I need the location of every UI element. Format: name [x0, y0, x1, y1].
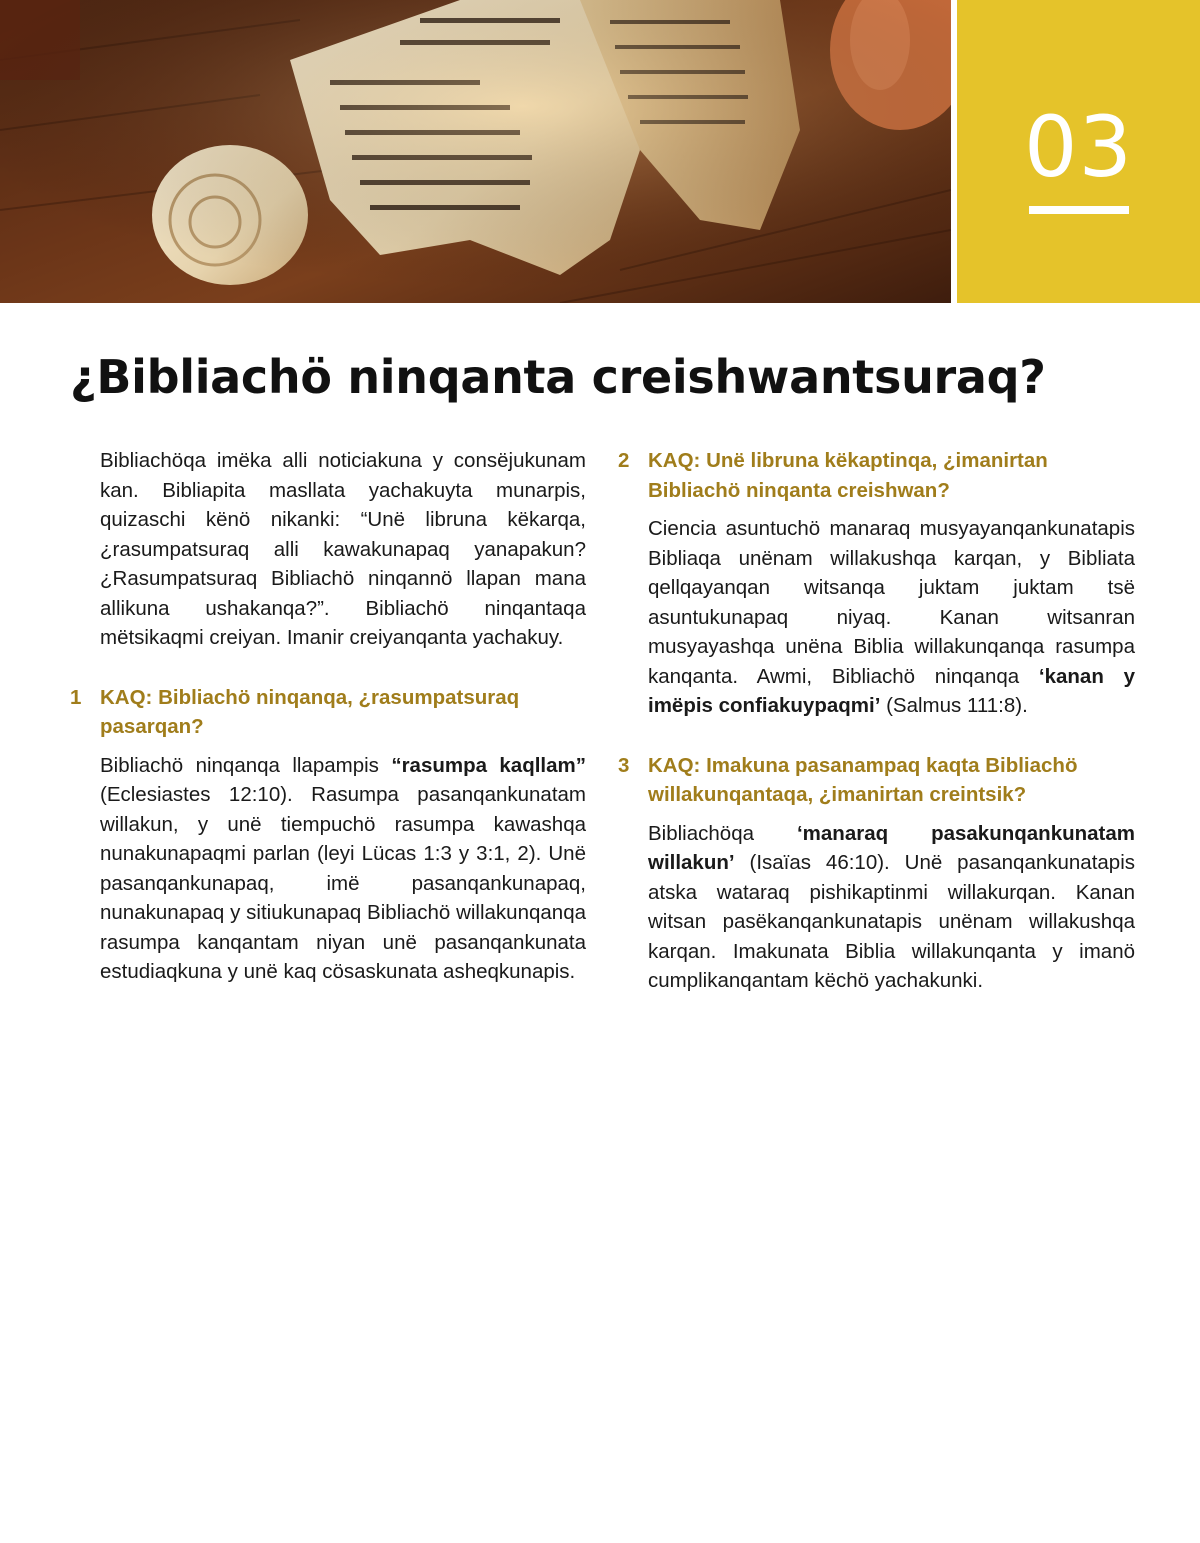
answer-text: (Salmus 111:8). — [880, 694, 1028, 717]
question-number: 1 — [70, 685, 82, 709]
question-label: KAQ: Unë libruna këkaptinqa, ¿imanirtan Bibliachö ninqanta creishwan? — [648, 449, 1048, 502]
answer-text: Ciencia asuntuchö manaraq musyayanqankunatapis Bibliaqa unënam willakushqa karqan, y Bibliata qellqayanqan witsanqa juktam juktam tsë asuntukunapaq niyaq. Kanan witsanran musyayashqa unëna Biblia willakunqanqa rasumpa kanqanta. Awmi, Bibliachö ninqanqa — [648, 517, 1135, 688]
page-title: ¿Bibliachö ninqanta creishwantsuraq? — [70, 350, 1046, 404]
chapter-number: 03 — [1024, 98, 1133, 196]
question-label: KAQ: Imakuna pasanampaq kaqta Bibliachö willakunqantaqa, ¿imanirtan creintsik? — [648, 753, 1078, 806]
answer-text: Bibliachöqa — [648, 821, 797, 845]
answer-text: (Eclesiastes 12:10). Rasumpa pasanqankunatam willakun, y unë tiempuchö rasumpa kawashqa nunakunapaqmi parlan (leyi Lücas 1:3 y 3:1, 2). Unë pasanqankunapaq, imë pasanqankunapaq, nunakunapaq y sitiukunapaq Bibliachö willakunqanqa rasumpa kanqantam niyan unë pasanqankunata estudiaqkuna y unë kaq cösaskunata asheqkunapis. — [100, 783, 586, 983]
question-label: KAQ: Bibliachö ninqanqa, ¿rasumpatsuraq pasarqan? — [100, 685, 520, 738]
intro-paragraph: Bibliachöqa imëka alli noticiakuna y consëjukunam kan. Bibliapita masllata yachakuyta munarpis, quizaschi kënö nikanki: “Unë libruna këkarqa, ¿rasumpatsuraq alli kawakunapaq yanapakun? ¿Rasumpatsuraq Bibliachö ninqannö llapan mana allikuna ushakanqa?”. Bibliachö ninqantaqa mëtsikaqmi creiyan. Imanir creiyanqanta yachakuy. — [100, 449, 586, 649]
scrolls-illustration — [0, 0, 951, 303]
header-image-scrolls — [0, 0, 951, 303]
right-column — [618, 446, 1135, 1026]
question-3-heading — [618, 751, 1135, 810]
question-1-heading — [70, 683, 586, 742]
answer-text: (Isaïas 46:10). Unë pasanqankunatapis atska wataraq pishikaptinmi willakurqan. Kanan witsan pasëkanqankunatapis unënam willakushqa karqan. Imakunata Biblia willakunqanta y imanö cumplikanqantam këchö yachakunki. — [648, 851, 1135, 992]
answer-text: Bibliachö ninqanqa llapampis — [100, 753, 392, 777]
question-3-answer — [648, 819, 1135, 996]
left-column — [70, 446, 586, 1017]
question-1-answer — [100, 751, 586, 987]
question-number: 2 — [618, 449, 630, 472]
chapter-box — [957, 0, 1200, 303]
question-number: 3 — [618, 753, 630, 777]
scripture-quote: “rasumpa kaqllam” — [391, 753, 586, 777]
scripture-quote: ‘kanan y imëpis confiakuypaqmi’ — [648, 664, 1135, 717]
question-2-heading — [618, 446, 1135, 505]
chapter-underline — [1029, 206, 1129, 214]
question-2-answer — [648, 514, 1135, 721]
scripture-quote: ‘manaraq pasakunqankunatam willakun’ — [648, 821, 1135, 874]
